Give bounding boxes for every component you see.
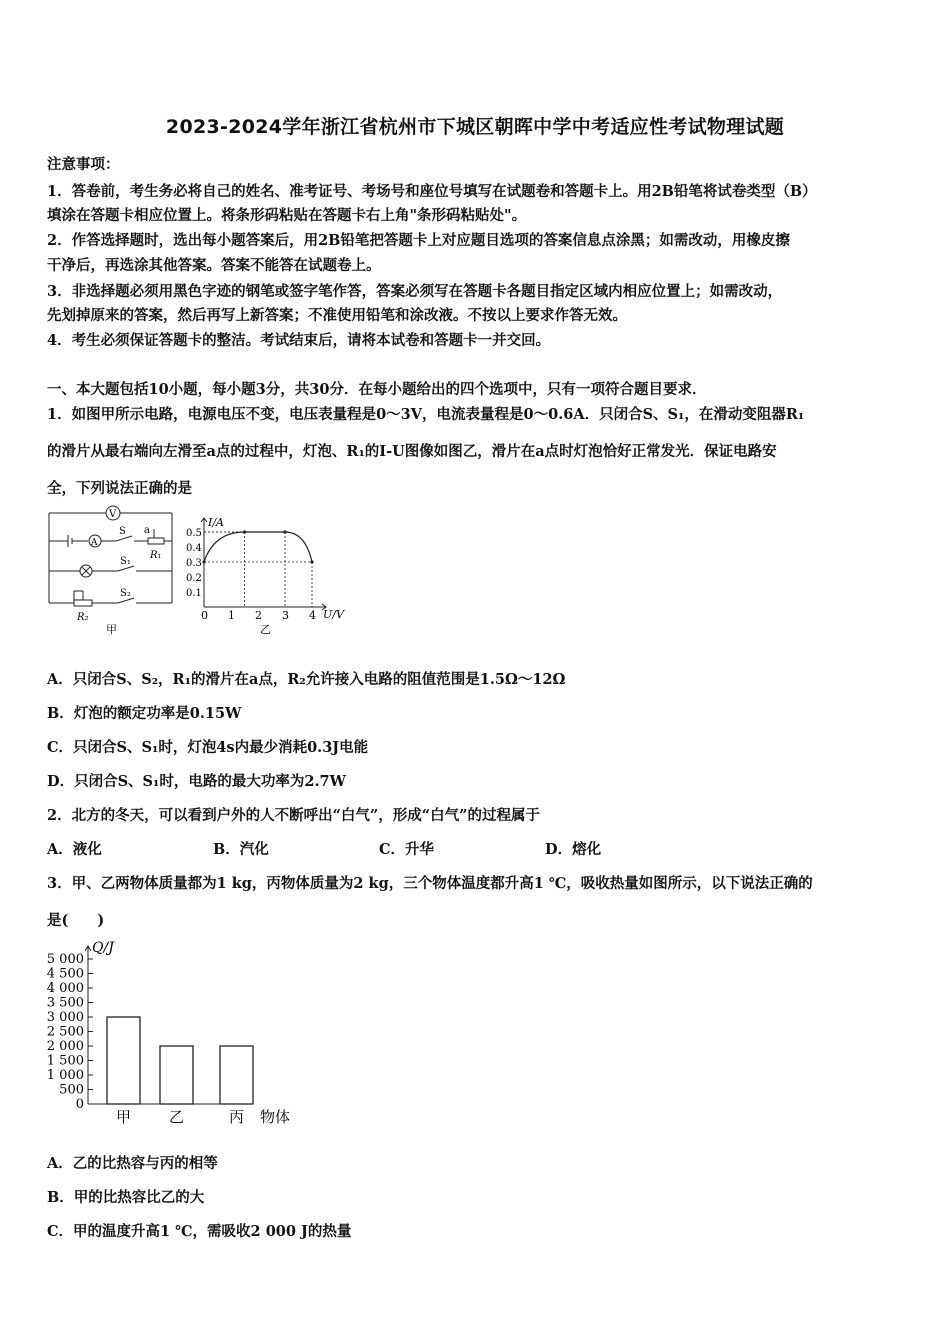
bar-axes [85, 946, 250, 1104]
notice-line: 3．非选择题必须用黑色字迹的钢笔或签字笔作答，答案必须写在答题卡各题目指定区域内相应位置上；如需改动， [47, 283, 783, 300]
iu-x-tick: 1 [228, 609, 235, 622]
iu-graph [186, 512, 356, 640]
iu-x-tick: 4 [309, 609, 316, 622]
q1-option-a[interactable]: A．只闭合S、S₂，R₁的滑片在a点，R₂允许接入电路的阻值范围是1.5Ω～12Ω [47, 671, 566, 688]
bar-0 [107, 1017, 140, 1104]
ammeter-label: A [91, 538, 98, 548]
q2-option-c[interactable]: C．升华 [379, 841, 435, 858]
iu-y-tick: 0.3 [186, 558, 202, 569]
voltmeter-label: V [109, 509, 117, 520]
iu-xlabel: U/V [323, 608, 344, 621]
section-heading: 一、本大题包括10小题，每小题3分，共30分．在每小题给出的四个选项中，只有一项符合题目要求． [47, 381, 707, 398]
q1-stem-line: 的滑片从最右端向左滑至a点的过程中，灯泡、R₁的I-U图像如图乙，滑片在a点时灯泡恰好正常发光．保证电路安 [47, 443, 777, 460]
bar-y-tick: 3 500 [46, 995, 84, 1011]
q1-stem-line: 1．如图甲所示电路，电源电压不变，电压表量程是0～3V，电流表量程是0～0.6A．只闭合S、S₁，在滑动变阻器R₁ [47, 406, 805, 423]
iu-y-tick: 0.4 [186, 543, 202, 554]
iu-x-tick: 3 [282, 609, 289, 622]
notice-line: 1．答卷前，考生务必将自己的姓名、准考证号、考场号和座位号填写在试题卷和答题卡上。用2B铅笔将试卷类型（B） [47, 183, 817, 200]
iu-x-tick: 2 [255, 609, 262, 622]
iu-data-point [310, 560, 313, 563]
iu-y-tick: 0.5 [186, 528, 202, 539]
q3-option-b[interactable]: B．甲的比热容比乙的大 [47, 1189, 205, 1206]
iu-curve [204, 532, 312, 562]
iu-data-point [202, 560, 205, 563]
bar-ylabel: Q/J [92, 940, 114, 956]
circuit-diagram [44, 503, 184, 638]
page-title: 2023-2024学年浙江省杭州市下城区朝晖中学中考适应性考试物理试题 [165, 116, 785, 138]
bar-y-tick: 3 000 [46, 1010, 84, 1025]
bar-y-tick: 4 500 [46, 966, 84, 982]
notice-line: 2．作答选择题时，选出每小题答案后，用2B铅笔把答题卡上对应题目选项的答案信息点涂黑；如需改动，用橡皮擦 [47, 232, 790, 249]
bar-1 [160, 1046, 193, 1104]
q1-option-c[interactable]: C．只闭合S、S₁时，灯泡4s内最少消耗0.3J电能 [47, 739, 369, 756]
notice-line: 4．考生必须保证答题卡的整洁。考试结束后，请将本试卷和答题卡一并交回。 [47, 332, 551, 349]
bar-y-tick: 500 [59, 1082, 84, 1098]
notice-line: 填涂在答题卡相应位置上。将条形码粘贴在答题卡右上角"条形码粘贴处"。 [47, 207, 527, 224]
iu-y-tick: 0.2 [186, 573, 202, 584]
bar-y-tick: 0 [75, 1097, 84, 1112]
notice-heading: 注意事项： [47, 156, 120, 173]
circuit-caption: 甲 [106, 623, 117, 636]
bar-y-tick: 1 500 [46, 1053, 84, 1069]
q1-option-b[interactable]: B．灯泡的额定功率是0.15W [47, 705, 242, 722]
heat-bar-chart [40, 934, 310, 1134]
q3-stem-line: 是( ) [47, 912, 105, 929]
iu-data-point [283, 530, 286, 533]
iu-caption: 乙 [260, 623, 271, 636]
q2-stem: 2．北方的冬天，可以看到户外的人不断呼出“白气”，形成“白气”的过程属于 [47, 807, 540, 824]
q3-stem-line: 3．甲、乙两物体质量都为1 kg，丙物体质量为2 kg，三个物体温度都升高1 ℃，吸收热量如图所示，以下说法正确的 [47, 875, 813, 892]
iu-x-tick: 0 [201, 609, 208, 622]
q2-option-b[interactable]: B．汽化 [213, 841, 269, 858]
bar-y-tick: 1 000 [46, 1068, 84, 1083]
q2-option-a[interactable]: A．液化 [47, 841, 102, 858]
bar-category-label: 乙 [168, 1108, 185, 1126]
notice-line: 先划掉原来的答案，然后再写上新答案；不准使用铅笔和涂改液。不按以上要求作答无效。 [47, 307, 627, 324]
bar-category-label: 丙 [228, 1108, 245, 1126]
bar-category-label: 甲 [115, 1108, 132, 1126]
bar-y-tick: 4 000 [46, 981, 84, 996]
switch-s2-label: S₂ [120, 588, 131, 599]
iu-y-tick: 0.1 [186, 588, 202, 599]
iu-ylabel: I/A [208, 516, 224, 529]
q2-option-d[interactable]: D．熔化 [545, 841, 602, 858]
bar-y-tick: 2 000 [46, 1039, 84, 1054]
bar-2 [220, 1046, 253, 1104]
q3-option-c[interactable]: C．甲的温度升高1 ℃，需吸收2 000 J的热量 [47, 1223, 352, 1240]
switch-s-label: S [119, 526, 126, 537]
point-a-label: a [144, 525, 150, 536]
r2-label: R₂ [77, 612, 89, 623]
bar-xlabel: 物体 [260, 1108, 291, 1126]
iu-data-point [243, 530, 246, 533]
q1-stem-line: 全，下列说法正确的是 [47, 480, 192, 497]
q1-option-d[interactable]: D．只闭合S、S₁时，电路的最大功率为2.7W [47, 773, 346, 790]
bar-y-tick: 5 000 [46, 952, 84, 967]
r1-label: R₁ [150, 550, 162, 561]
switch-s1-label: S₁ [120, 556, 131, 567]
notice-line: 干净后，再选涂其他答案。答案不能答在试题卷上。 [47, 257, 381, 274]
q3-option-a[interactable]: A．乙的比热容与丙的相等 [47, 1155, 218, 1172]
bar-y-tick: 2 500 [46, 1024, 84, 1040]
